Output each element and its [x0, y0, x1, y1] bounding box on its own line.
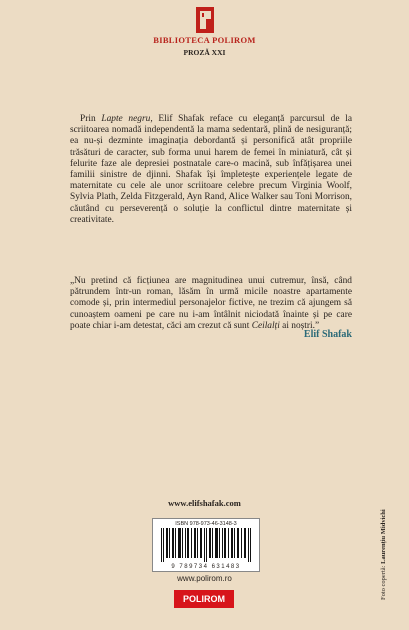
- publisher-website: www.polirom.ro: [177, 574, 232, 583]
- photo-credit-label: Foto copertă:: [380, 563, 387, 600]
- author-website: www.elifshafak.com: [168, 498, 241, 508]
- publisher-badge: POLIROM: [174, 590, 234, 608]
- publisher-logo: [0, 7, 409, 57]
- isbn-text: ISBN 978-973-46-3148-3: [175, 521, 237, 527]
- quote-text-b: ai noștri.”: [279, 320, 320, 331]
- description-text: , Elif Shafak reface cu eleganță parcursul de la scriitoarea nomadă independentă la mama sedentară, plină de nesiguranță; ea nu-și dezminte imaginația debordantă și personifică atât propriile trăsături de caracter, sub forma unui harem de femei în miniatură, cât și felurite faze ale depresiei postnatale care-o macină, sub înfățișarea unei familii sinistre de djinni. Shafak își împletește experiențele legate de maternitate cu cele ale unor scriitoare celebre precum Virginia Woolf, Sylvia Plath, Zelda Fitzgerald, Ayn Rand, Alice Walker sau Toni Morrison, căutând cu perseverență o soluție la conflictul dintre maternitate și creativitate.: [70, 114, 352, 225]
- polirom-logo-icon: [194, 7, 216, 33]
- photo-credit: [380, 509, 387, 600]
- book-title: Lapte negru: [101, 114, 151, 124]
- barcode-icon: [161, 528, 251, 562]
- photo-credit-name: Laurențiu Midvichi: [380, 509, 387, 564]
- author-quote: [70, 276, 352, 332]
- quote-emphasis: Ceilalți: [251, 320, 280, 331]
- barcode-digits: 9 789734 631483: [171, 564, 241, 570]
- series-name: BIBLIOTECA POLIROM: [153, 35, 256, 45]
- sub-series-name: PROZĂ XXI: [183, 48, 226, 57]
- book-description: [70, 114, 352, 226]
- barcode: [152, 518, 260, 572]
- quote-signature: Elif Shafak: [303, 329, 352, 340]
- quote-text-a: „Nu pretind că ficțiunea are magnitudinea unui cutremur, însă, când pătrundem într-un roman, lăsăm în urmă micile noastre apartamente comode și, prin intermediul personajelor fictive, ne trezim că ajungem să cunoaștem oameni pe care nu i-am întâlnit niciodată înainte și pe care poate chiar i-am detestat, căci am crezut că sunt: [70, 276, 352, 331]
- description-prefix: Prin: [80, 114, 102, 124]
